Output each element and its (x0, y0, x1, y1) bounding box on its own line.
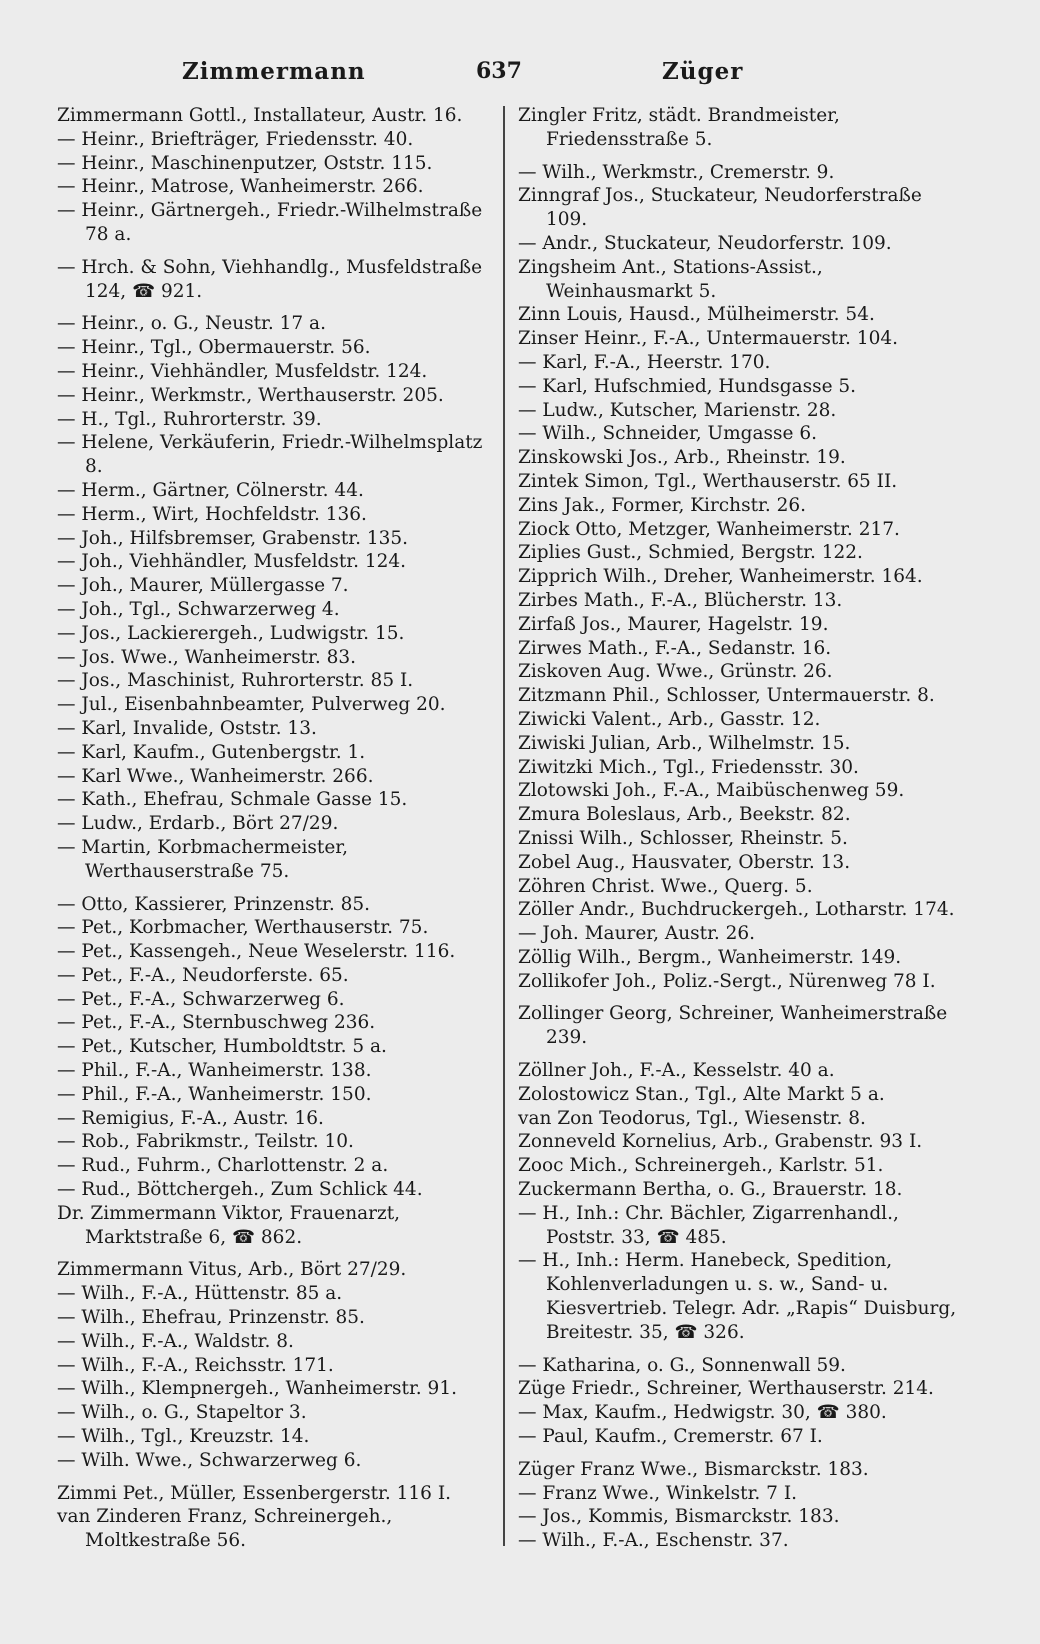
directory-entry: Zobel Aug., Hausvater, Oberstr. 13. (518, 851, 851, 873)
directory-entry: Zinser Heinr., F.-A., Untermauerstr. 104. (518, 328, 899, 350)
directory-entry: — Ludw., Kutscher, Marienstr. 28. (518, 399, 837, 421)
directory-entry: van Zinderen Franz, Schreinergeh., Moltkestraße 56. (57, 1506, 393, 1552)
directory-entry: — Remigius, F.-A., Austr. 16. (57, 1107, 324, 1129)
directory-entry: Zipprich Wilh., Dreher, Wanheimerstr. 164. (518, 566, 923, 588)
directory-entry: Ziwicki Valent., Arb., Gasstr. 12. (518, 708, 821, 730)
directory-entry: — H., Inh.: Herm. Hanebeck, Spedition, Kohlenverladungen u. s. w., Sand- u. Kiesvertrieb. Telegr. Adr. „Rapis“ Duisburg, Breitestr. 35, ☎ 326. (518, 1250, 957, 1343)
directory-entry: — Wilh., Werkmstr., Cremerstr. 9. (518, 161, 835, 183)
directory-entry: — Karl, Kaufm., Gutenbergstr. 1. (57, 741, 366, 763)
directory-entry: Dr. Zimmermann Viktor, Frauenarzt, Marktstraße 6, ☎ 862. (57, 1202, 401, 1248)
directory-entry: — Wilh., F.-A., Hüttenstr. 85 a. (57, 1283, 343, 1305)
directory-entry: — Jul., Eisenbahnbeamter, Pulverweg 20. (57, 694, 446, 716)
directory-entry: — Rud., Böttchergeh., Zum Schlick 44. (57, 1179, 423, 1201)
directory-entry: — Wilh., Klempnergeh., Wanheimerstr. 91. (57, 1378, 457, 1400)
directory-entry: — Heinr., Matrose, Wanheimerstr. 266. (57, 176, 424, 198)
directory-entry: Ziskoven Aug. Wwe., Grünstr. 26. (518, 661, 833, 683)
directory-entry: van Zon Teodorus, Tgl., Wiesenstr. 8. (518, 1107, 866, 1129)
right-column (518, 104, 966, 1553)
directory-entry: — Heinr., o. G., Neustr. 17 a. (57, 313, 326, 335)
directory-entry: Zollinger Georg, Schreiner, Wanheimerstraße 239. (518, 1003, 948, 1049)
page-number: 637 (476, 58, 522, 84)
directory-entry: — Karl Wwe., Wanheimerstr. 266. (57, 765, 374, 787)
directory-entry: — Jos., Lackierergeh., Ludwigstr. 15. (57, 622, 405, 644)
directory-entry: — Jos., Kommis, Bismarckstr. 183. (518, 1506, 840, 1528)
directory-entry: — Jos., Maschinist, Ruhrorterstr. 85 I. (57, 670, 414, 692)
directory-entry: — Heinr., Briefträger, Friedensstr. 40. (57, 128, 414, 150)
directory-entry: — Pet., Korbmacher, Werthauserstr. 75. (57, 917, 429, 939)
left-column (57, 104, 489, 1553)
directory-entry: — Pet., Kutscher, Humboldtstr. 5 a. (57, 1036, 387, 1058)
directory-entry: — Rud., Fuhrm., Charlottenstr. 2 a. (57, 1155, 389, 1177)
directory-entry: — H., Tgl., Ruhrorterstr. 39. (57, 408, 322, 430)
directory-entry: Zooc Mich., Schreinergeh., Karlstr. 51. (518, 1155, 884, 1177)
directory-entry: — Karl, Invalide, Oststr. 13. (57, 717, 317, 739)
directory-entry: — Pet., F.-A., Schwarzerweg 6. (57, 988, 345, 1010)
directory-entry: — Wilh., F.-A., Eschenstr. 37. (518, 1530, 789, 1552)
directory-entry: — Franz Wwe., Winkelstr. 7 I. (518, 1482, 798, 1504)
header-right-catchword: Züger (662, 58, 744, 85)
directory-entry: — Pet., F.-A., Neudorferste. 65. (57, 964, 349, 986)
directory-entry: — Andr., Stuckateur, Neudorferstr. 109. (518, 232, 892, 254)
directory-entry: — Otto, Kassierer, Prinzenstr. 85. (57, 893, 371, 915)
directory-entry: — Heinr., Gärtnergeh., Friedr.-Wilhelmstraße 78 a. (57, 200, 483, 245)
directory-entry: Ziock Otto, Metzger, Wanheimerstr. 217. (518, 518, 900, 540)
directory-entry: Zuckermann Bertha, o. G., Brauerstr. 18. (518, 1179, 903, 1201)
directory-entry: — Joh., Tgl., Schwarzerweg 4. (57, 598, 340, 620)
directory-entry: — H., Inh.: Chr. Bächler, Zigarrenhandl., Poststr. 33, ☎ 485. (518, 1202, 899, 1248)
directory-entry: Züger Franz Wwe., Bismarckstr. 183. (518, 1458, 869, 1480)
directory-entry: — Wilh., o. G., Stapeltor 3. (57, 1402, 307, 1424)
directory-entry: — Max, Kaufm., Hedwigstr. 30, ☎ 380. (518, 1402, 887, 1424)
directory-entry: — Joh., Hilfsbremser, Grabenstr. 135. (57, 527, 409, 549)
directory-entry: Zollikofer Joh., Poliz.-Sergt., Nürenweg 78 I. (518, 970, 936, 992)
directory-entry: — Heinr., Tgl., Obermauerstr. 56. (57, 337, 371, 359)
directory-entry: Ziwitzki Mich., Tgl., Friedensstr. 30. (518, 756, 859, 778)
directory-entry: — Wilh., F.-A., Reichsstr. 171. (57, 1354, 334, 1376)
directory-entry: — Rob., Fabrikmstr., Teilstr. 10. (57, 1131, 354, 1153)
directory-entry: — Wilh., F.-A., Waldstr. 8. (57, 1330, 294, 1352)
directory-entry: Zingler Fritz, städt. Brandmeister, Friedensstraße 5. (518, 105, 840, 150)
directory-entry: — Wilh., Tgl., Kreuzstr. 14. (57, 1426, 310, 1448)
directory-entry: — Kath., Ehefrau, Schmale Gasse 15. (57, 789, 408, 811)
directory-entry: Zitzmann Phil., Schlosser, Untermauerstr. 8. (518, 685, 935, 707)
directory-entry: — Paul, Kaufm., Cremerstr. 67 I. (518, 1426, 823, 1448)
directory-entry: — Karl, Hufschmied, Hundsgasse 5. (518, 375, 857, 397)
directory-entry: — Helene, Verkäuferin, Friedr.-Wilhelmsplatz 8. (57, 432, 483, 478)
directory-entry: — Phil., F.-A., Wanheimerstr. 150. (57, 1083, 372, 1105)
directory-entry: Züge Friedr., Schreiner, Werthauserstr. 214. (518, 1378, 934, 1400)
directory-entry: — Wilh. Wwe., Schwarzerweg 6. (57, 1449, 362, 1471)
directory-entry: Zonneveld Kornelius, Arb., Grabenstr. 93 I. (518, 1131, 923, 1153)
directory-entry: — Ludw., Erdarb., Bört 27/29. (57, 813, 339, 835)
directory-entry: — Joh. Maurer, Austr. 26. (518, 923, 756, 945)
directory-entry: — Wilh., Ehefrau, Prinzenstr. 85. (57, 1307, 365, 1329)
directory-entry: — Heinr., Maschinenputzer, Oststr. 115. (57, 152, 433, 174)
directory-entry: — Pet., F.-A., Sternbuschweg 236. (57, 1012, 376, 1034)
directory-entry: Zirfaß Jos., Maurer, Hagelstr. 19. (518, 613, 829, 635)
directory-entry: Zöhren Christ. Wwe., Querg. 5. (518, 875, 813, 897)
directory-entry: — Heinr., Viehhändler, Musfeldstr. 124. (57, 360, 428, 382)
directory-entry: Zins Jak., Former, Kirchstr. 26. (518, 494, 807, 516)
directory-entry: Ziplies Gust., Schmied, Bergstr. 122. (518, 542, 863, 564)
directory-entry: Zöllner Joh., F.-A., Kesselstr. 40 a. (518, 1060, 835, 1082)
directory-entry: — Karl, F.-A., Heerstr. 170. (518, 351, 771, 373)
directory-entry: Zingsheim Ant., Stations-Assist., Weinhausmarkt 5. (518, 256, 823, 302)
directory-entry: Znissi Wilh., Schlosser, Rheinstr. 5. (518, 827, 848, 849)
directory-entry: Zinskowski Jos., Arb., Rheinstr. 19. (518, 447, 846, 469)
directory-entry: Zirbes Math., F.-A., Blücherstr. 13. (518, 589, 843, 611)
directory-entry: — Herm., Gärtner, Cölnerstr. 44. (57, 479, 364, 501)
directory-entry: — Herm., Wirt, Hochfeldstr. 136. (57, 503, 367, 525)
directory-entry: Zlotowski Joh., F.-A., Maibüschenweg 59. (518, 780, 905, 802)
directory-entry: Zmura Boleslaus, Arb., Beekstr. 82. (518, 804, 851, 826)
directory-entry: — Joh., Viehhändler, Musfeldstr. 124. (57, 551, 407, 573)
directory-entry: Zolostowicz Stan., Tgl., Alte Markt 5 a. (518, 1083, 885, 1105)
directory-entry: Zirwes Math., F.-A., Sedanstr. 16. (518, 637, 832, 659)
directory-entry: — Joh., Maurer, Müllergasse 7. (57, 575, 349, 597)
page-header (56, 58, 1002, 90)
directory-entry: — Hrch. & Sohn, Viehhandlg., Musfeldstraße 124, ☎ 921. (57, 256, 483, 302)
directory-entry: — Katharina, o. G., Sonnenwall 59. (518, 1354, 846, 1376)
directory-entry: Zintek Simon, Tgl., Werthauserstr. 65 II. (518, 470, 898, 492)
directory-entry: — Jos. Wwe., Wanheimerstr. 83. (57, 646, 357, 668)
directory-entry: Ziwiski Julian, Arb., Wilhelmstr. 15. (518, 732, 851, 754)
directory-entry: — Heinr., Werkmstr., Werthauserstr. 205. (57, 384, 444, 406)
directory-entry: Zimmi Pet., Müller, Essenbergerstr. 116 I. (57, 1482, 452, 1504)
directory-entry: Zinn Louis, Hausd., Mülheimerstr. 54. (518, 304, 875, 326)
column-divider (503, 106, 505, 1546)
directory-entry: — Pet., Kassengeh., Neue Weselerstr. 116. (57, 941, 456, 963)
directory-entry: Zimmermann Vitus, Arb., Bört 27/29. (57, 1259, 407, 1281)
directory-entry: — Wilh., Schneider, Umgasse 6. (518, 423, 818, 445)
header-left-catchword: Zimmermann (182, 58, 366, 85)
directory-entry: Zöller Andr., Buchdruckergeh., Lotharstr. 174. (518, 899, 955, 921)
directory-entry: Zinngraf Jos., Stuckateur, Neudorferstraße 109. (518, 185, 922, 231)
directory-entry: — Martin, Korbmachermeister, Werthauserstraße 75. (57, 836, 348, 882)
directory-entry: Zöllig Wilh., Bergm., Wanheimerstr. 149. (518, 946, 902, 968)
directory-entry: Zimmermann Gottl., Installateur, Austr. 16. (57, 105, 463, 126)
directory-entry: — Phil., F.-A., Wanheimerstr. 138. (57, 1060, 372, 1082)
